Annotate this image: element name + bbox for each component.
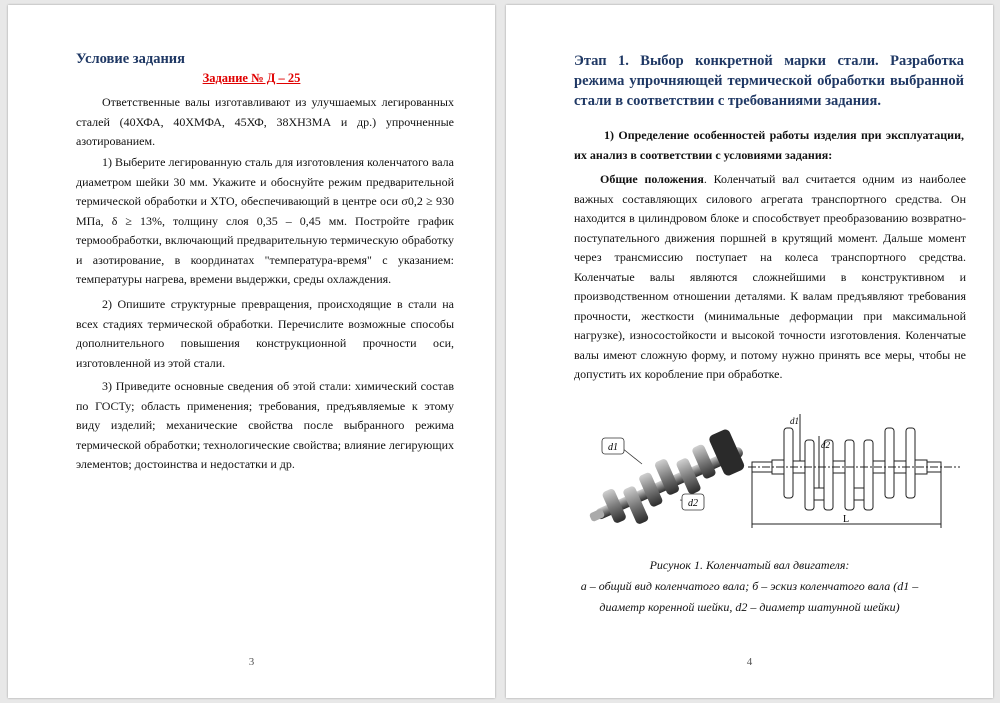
d2-label: d2 <box>688 498 698 509</box>
crankshaft-sketch <box>746 410 966 535</box>
paragraph-1: 1) Выберите легированную сталь для изготовления коленчатого вала диаметром шейки 30 мм. Укажите и обоснуйте режим предварительной термической обработки и ХТО, обеспечивающий в центре оси σ0,2 ≥ 930 МПа, δ ≥ 13%, толщину слоя 0,35 – 0,45 мм. Постройте график термообработки, включающий предварительную термическую обработку и азотирование, в координатах "температура-время" с указанием: температуры нагрева, времени выдержки, среды охлаждения. <box>76 155 454 286</box>
sketch-d1-label: d1 <box>790 416 799 426</box>
page-title: Условие задания <box>76 51 185 67</box>
paragraph-2: 2) Опишите структурные превращения, происходящие в стали на всех стадиях термической обработки. Перечислите возможные способы дополнительного повышения конструкционной прочности оси, изготовленной из этой стали. <box>76 297 454 370</box>
page-3 <box>8 5 495 698</box>
body-lead: Общие положения <box>600 172 704 186</box>
section-subheading: 1) Определение особенностей работы изделия при эксплуатации, их анализ в соответствии с условиями задания: <box>574 128 964 162</box>
paragraph-3: 3) Приведите основные сведения об этой стали: химический состав по ГОСТу; область применения; требования, предъявляемые к этому виду изделий; механические свойства после выбранного режима термической обработки; технологические свойства; влияние легирующих элементов; достоинства и недостатки и др. <box>76 379 454 471</box>
crankshaft-photo <box>580 420 755 530</box>
task-label: Задание № Д – 25 <box>202 71 301 85</box>
stage-heading: Этап 1. Выбор конкретной марки стали. Разработка режима упрочняющей термической обработки выбранной стали в соответствии с требованиями задания. <box>574 53 964 109</box>
page-4 <box>506 5 993 698</box>
sketch-d2-label: d2 <box>821 440 830 450</box>
page-number: 3 <box>248 656 255 668</box>
figure-caption-title: Рисунок 1. Коленчатый вал двигателя: <box>649 558 850 572</box>
d1-label: d1 <box>608 442 618 453</box>
body-text: . Коленчатый вал считается одним из наиболее важных составляющих силового агрегата транспортного средства. Он находится в цилиндровом блоке и способствует преобразованию возвратно-поступательного движения поршней в крутящий момент. Дальше момент через трансмиссию поступает на колеса транспортного средства. Коленчатые валы являются сложнейшими в конструктивном и производственном отношении деталями. К валам предъявляют требования прочности, жесткости (минимальные деформации при максимальной нагрузке), износостойкости и высокой точности изготовления. Коленчатые валы имеют сложную форму, и потому нужно принять все меры, чтобы не допустить их коробление при обработке. <box>574 172 966 381</box>
body-paragraph <box>574 170 966 385</box>
paragraph-intro: Ответственные валы изготавливают из улучшаемых легированных сталей (40ХФА, 40ХМФА, 45ХФ, 38ХН3МА и др.) упрочненные азотированием. <box>76 95 454 148</box>
sketch-length-label: L <box>843 514 850 525</box>
page-number: 4 <box>746 656 753 668</box>
figure-caption-body: а – общий вид коленчатого вала; б – эскиз коленчатого вала (d1 – диаметр коренной шейки, d2 – диаметр шатунной шейки) <box>580 579 919 614</box>
